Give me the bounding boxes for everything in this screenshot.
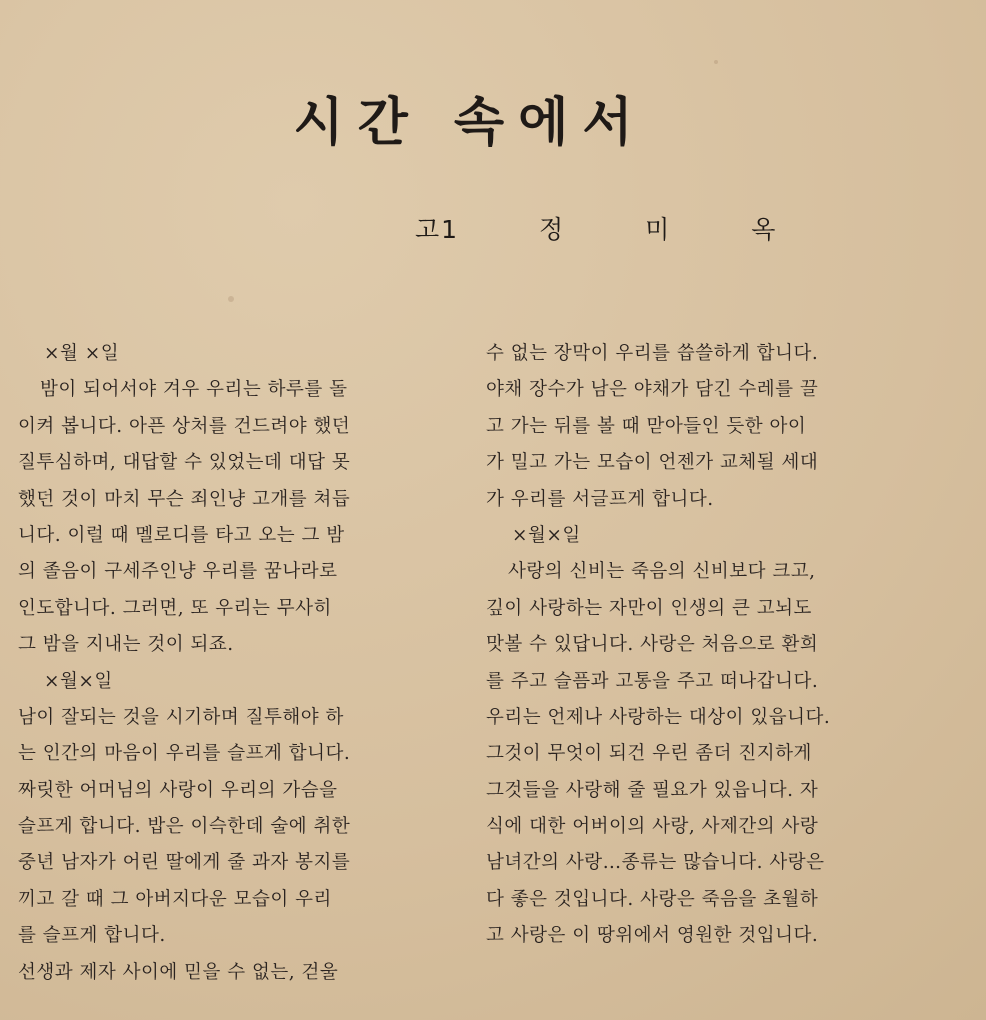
text-line: 슬프게 합니다. 밥은 이슥한데 술에 취한 [18, 816, 351, 838]
author-line: 고1 정 미 옥 [415, 215, 778, 244]
text-line: 식에 대한 어버이의 사랑, 사제간의 사랑 [486, 816, 819, 838]
text-line: 질투심하며, 대답할 수 있었는데 대답 못 [18, 452, 351, 474]
text-line: 맛볼 수 있답니다. 사랑은 처음으로 환희 [486, 634, 819, 656]
right-column [486, 336, 906, 955]
left-column [18, 336, 438, 991]
text-line: 사랑의 신비는 죽음의 신비보다 크고, [508, 561, 816, 583]
text-line: 니다. 이럴 때 멜로디를 타고 오는 그 밤 [18, 524, 345, 546]
text-line: 그것이 무엇이 되건 우린 좀더 진지하게 [486, 743, 812, 765]
text-line: 끼고 갈 때 그 아버지다운 모습이 우리 [18, 888, 332, 910]
text-line: 가 밀고 가는 모습이 언젠가 교체될 세대 [486, 452, 819, 474]
page-title: 시간 속에서 [293, 93, 647, 153]
text-line: 이켜 봅니다. 아픈 상처를 건드려야 했던 [18, 415, 351, 437]
text-line: 그 밤을 지내는 것이 되죠. [18, 634, 234, 656]
paper-spot [714, 60, 718, 64]
text-line: 야채 장수가 남은 야채가 담긴 수레를 끌 [486, 379, 819, 401]
date-heading: ×월×일 [512, 524, 581, 546]
text-line: 고 가는 뒤를 볼 때 맏아들인 듯한 아이 [486, 415, 807, 437]
text-line: 다 좋은 것입니다. 사랑은 죽음을 초월하 [486, 888, 819, 910]
text-line: 밤이 되어서야 겨우 우리는 하루를 돌 [40, 379, 348, 401]
text-line: 남이 잘되는 것을 시기하며 질투해야 하 [18, 706, 344, 728]
text-line: 우리는 언제나 사랑하는 대상이 있읍니다. [486, 706, 831, 728]
text-line: 를 슬프게 합니다. [18, 925, 166, 947]
text-line: 수 없는 장막이 우리를 씁쓸하게 합니다. [486, 343, 819, 364]
text-line: 가 우리를 서글프게 합니다. [486, 488, 714, 510]
text-line: 남녀간의 사랑…종류는 많습니다. 사랑은 [486, 852, 825, 874]
text-line: 선생과 제자 사이에 믿을 수 없는, 걷울 [18, 961, 339, 983]
text-line: 인도합니다. 그러면, 또 우리는 무사히 [18, 597, 332, 619]
date-heading: ×월 ×일 [44, 343, 120, 364]
text-line: 중년 남자가 어린 딸에게 줄 과자 봉지를 [18, 852, 351, 874]
date-heading: ×월×일 [44, 670, 113, 692]
text-line: 그것들을 사랑해 줄 필요가 있읍니다. 자 [486, 779, 819, 801]
text-line: 를 주고 슬픔과 고통을 주고 떠나갑니다. [486, 670, 819, 692]
text-line: 의 졸음이 구세주인냥 우리를 꿈나라로 [18, 561, 338, 583]
text-line: 했던 것이 마치 무슨 죄인냥 고개를 쳐듭 [18, 488, 351, 510]
text-line: 깊이 사랑하는 자만이 인생의 큰 고뇌도 [486, 597, 812, 619]
text-line: 는 인간의 마음이 우리를 슬프게 합니다. [18, 743, 351, 765]
text-line: 짜릿한 어머님의 사랑이 우리의 가슴을 [18, 779, 338, 801]
text-line: 고 사랑은 이 땅위에서 영원한 것입니다. [486, 925, 819, 947]
paper-spot [228, 296, 234, 302]
